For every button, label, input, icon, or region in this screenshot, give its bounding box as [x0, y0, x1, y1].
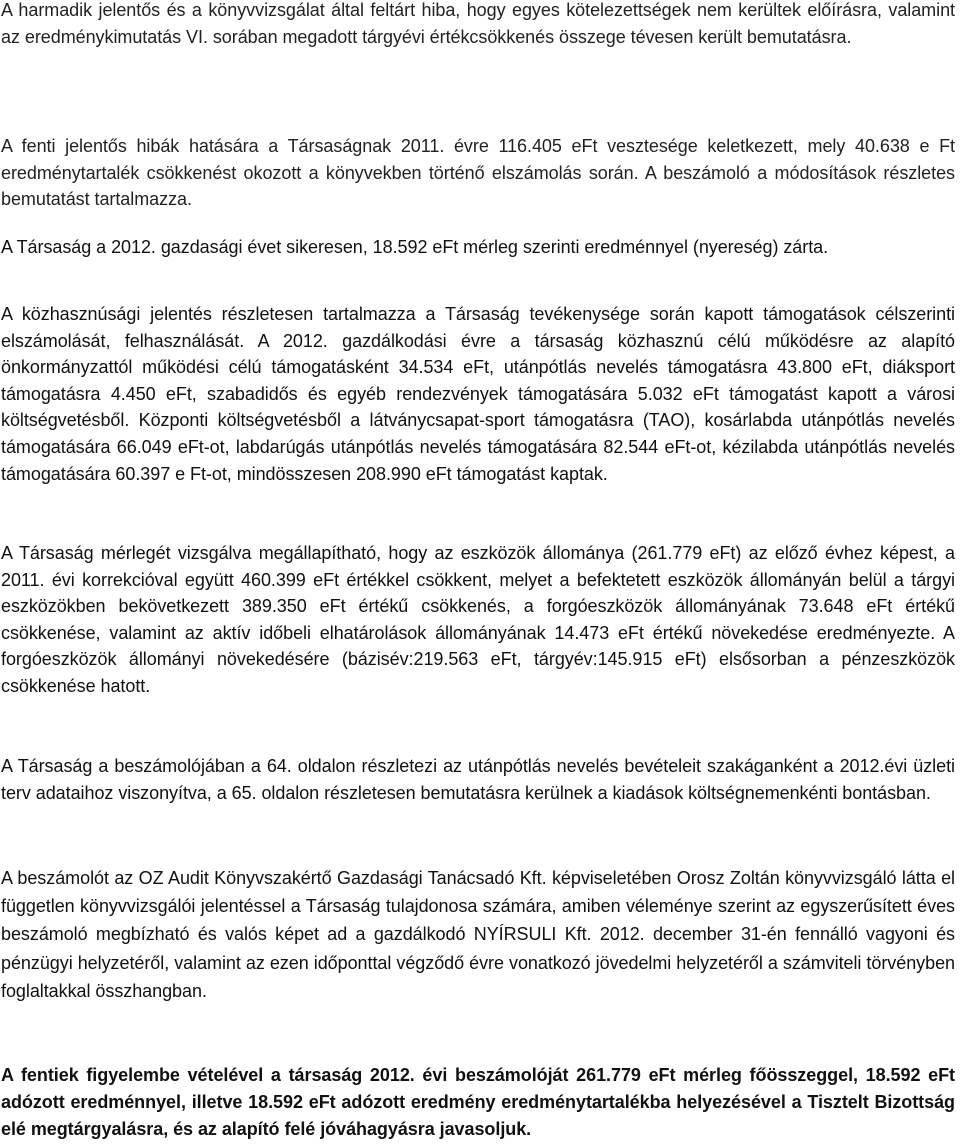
paragraph-annual-result: A Társaság a 2012. gazdasági évet sikeresen, 18.592 eFt mérleg szerinti eredménnyel (nyereség) zárta.: [1, 237, 829, 257]
paragraph-error-impact: A fenti jelentős hibák hatására a Társaságnak 2011. évre 116.405 eFt vesztesége keletkezett, mely 40.638 e Ft eredménytartalék csökkenést okozott a könyvekben történő elszámolás során. A beszámoló a módosítások részletes bemutatást tartalmazza.: [1, 136, 955, 210]
paragraph-balance-sheet-analysis: A Társaság mérlegét vizsgálva megállapítható, hogy az eszközök állománya (261.779 eFt) az előző évhez képest, a 2011. évi korrekcióval együtt 460.399 eFt értékkel csökkent, melyet a befektetett eszközök állományán belül a tárgyi eszközökben bekövetkezett 389.350 eFt értékű csökkenés, a forgóeszközök állományának 73.648 eFt értékű csökkenése, valamint az aktív időbeli elhatárolások állományának 14.473 eFt értékű növekedése eredményezte. A forgóeszközök állományi növekedésére (bázisév:219.563 eFt, tárgyév:145.915 eFt) elsősorban a pénzeszközök csökkenése hatott.: [1, 543, 955, 696]
paragraph-auditor-opinion: A beszámolót az OZ Audit Könyvszakértő Gazdasági Tanácsadó Kft. képviseletében Orosz Zoltán könyvvizsgáló látta el független könyvvizsgálói jelentéssel a Társaság tulajdonosa számára, amiben véleménye szerint az egyszerűsített éves beszámoló megbízható és valós képet ad a gazdálkodó NYÍRSULI Kft. 2012. december 31-én fennálló vagyoni és pénzügyi helyzetéről, valamint az ezen időponttal végződő évre vonatkozó jövedelmi helyzetéről a számviteli törvényben foglaltakkal összhangban.: [1, 868, 955, 1001]
paragraph-recommendation: A fentiek figyelembe vételével a társaság 2012. évi beszámolóját 261.779 eFt mérleg főösszeggel, 18.592 eFt adózott eredménnyel, illetve 18.592 eFt adózott eredmény eredménytartalékba helyezésével a Tisztelt Bizottság elé megtárgyalásra, és az alapító felé jóváhagyásra javasoljuk.: [1, 1065, 955, 1139]
paragraph-youth-training-revenue: A Társaság a beszámolójában a 64. oldalon részletezi az utánpótlás nevelés bevételeit szakáganként a 2012.évi üzleti terv adataihoz viszonyítva, a 65. oldalon részletesen bemutatásra kerülnek a kiadások költségnemenkénti bontásban.: [1, 756, 955, 803]
paragraph-public-benefit-report: A közhasznúsági jelentés részletesen tartalmazza a Társaság tevékenysége során kapott támogatások célszerinti elszámolását, felhasználását. A 2012. gazdálkodási évre a társaság közhasznú célú működésre az alapító önkormányzattól működési célú támogatásként 34.534 eFt, utánpótlás nevelés támogatásra 43.800 eFt, diáksport támogatásra 4.450 eFt, szabadidős és egyéb rendezvények támogatására 5.032 eFt támogatást kapott a városi költségvetésből. Központi költségvetésből a látványcsapat-sport támogatásra (TAO), kosárlabda utánpótlás nevelés támogatására 66.049 eFt-ot, labdarúgás utánpótlás nevelés támogatására 82.544 eFt-ot, kézilabda utánpótlás nevelés támogatására 60.397 e Ft-ot, mindösszesen 208.990 eFt támogatást kaptak.: [1, 304, 955, 484]
paragraph-errors-found: A harmadik jelentős és a könyvvizsgálat által feltárt hiba, hogy egyes kötelezettségek nem kerültek előírásra, valamint az eredménykimutatás VI. sorában megadott tárgyévi értékcsökkenés összege tévesen került bemutatásra.: [1, 0, 955, 47]
